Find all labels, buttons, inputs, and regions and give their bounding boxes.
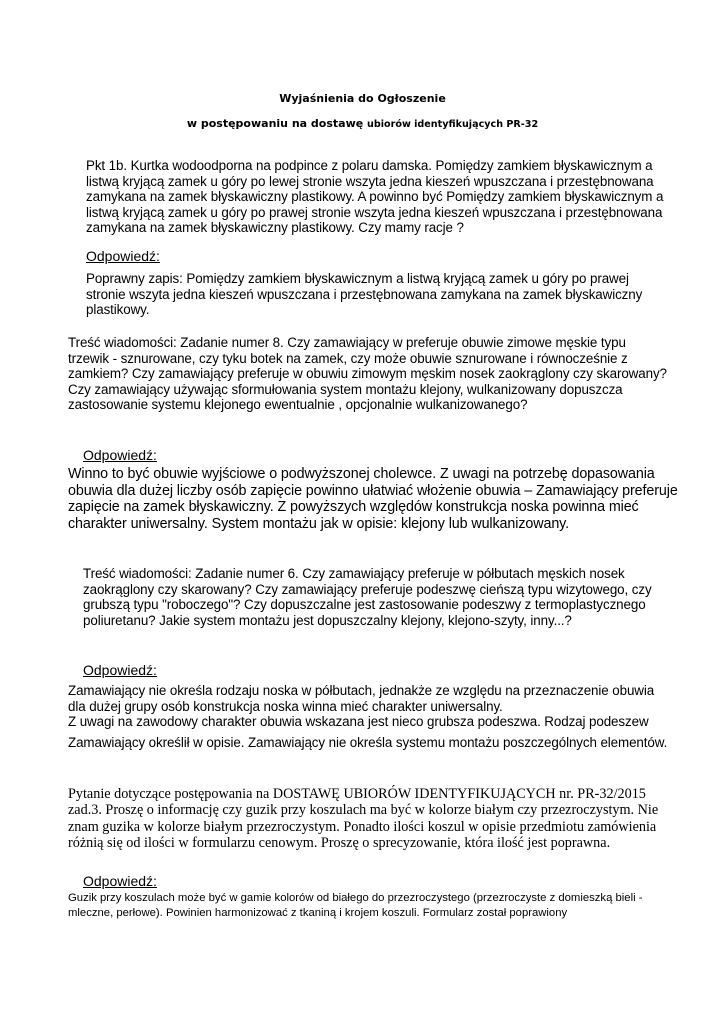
document-title: Wyjaśnienia do Ogłoszenie (279, 92, 446, 105)
question-3-answer-line1: Zamawiający nie określa rodzaju noska w półbutach, jednakże ze względu na przeznaczenie obuwia dla dużej grupy osób konstrukcja noska winna mieć charakter uniwersalny. (68, 683, 655, 714)
question-2-text: Treść wiadomości: Zadanie numer 8. Czy zamawiający w preferuje obuwie zimowe męskie typu trzewik - sznurowane, czy tyku botek na zamek, czy może obuwie sznurowane i równocześnie z zamkiem? Czy zamawiający preferuje w obuwiu zimowym męskim nosek zaokrąglony czy skarowany? Czy zamawiający używając sformułowania system montażu klejony, wulkanizowany dopuszcza zastosowanie systemu klejonego ewentualnie , opcjonalnie wulkanizowanego? (68, 335, 667, 413)
question-3-answer-label: Odpowiedź: (83, 662, 157, 678)
document-subtitle (0, 117, 725, 132)
question-2-answer-label: Odpowiedź: (83, 447, 157, 463)
question-1-text: Pkt 1b. Kurtka wodoodporna na podpince z polaru damska. Pomiędzy zamkiem błyskawicznym a listwą kryjącą zamek u góry po lewej stronie wszyta jedna kieszeń wpuszczana i przestębnowana zamykana na zamek błyskawiczny plastikowy. A powinno być Pomiędzy zamkiem błyskawicznym a listwą kryjącą zamek u góry po prawej stronie wszyta jedna kieszeń wpuszczana i przestębnowana zamykana na zamek błyskawiczny plastikowy. Czy mamy racje ? (86, 158, 664, 236)
subtitle-main: w postępowaniu na dostawę (186, 117, 364, 130)
question-3-answer-line2: Z uwagi na zawodowy charakter obuwia wskazana jest nieco grubsza podeszwa. Rodzaj podeszew (68, 714, 649, 729)
question-2-answer: Winno to być obuwie wyjściowe o podwyższonej cholewce. Z uwagi na potrzebę dopasowania obuwia dla dużej liczby osób zapięcie powinno ułatwiać włożenie obuwia – Zamawiający preferuje zapięcie na zamek błyskawiczny. Z powyższych względów konstrukcja noska powinna mieć charakter uniwersalny. System montażu jak w opisie: klejony lub wulkanizowany. (68, 466, 678, 533)
answer-1-prefix: Poprawny zapis: (86, 271, 183, 286)
question-4-answer-label: Odpowiedź: (83, 873, 157, 889)
subtitle-small: ubiorów identyfikujących PR-32 (367, 119, 539, 130)
question-3-text: Treść wiadomości: Zadanie numer 6. Czy zamawiający preferuje w półbutach męskich nosek zaokrąglony czy skarowany? Czy zamawiający preferuje podeszwę cieńszą typu wizytowego, czy grubszą typu "roboczego"? Czy dopuszczalne jest zastosowanie podeszwy z termoplastycznego poliuretanu? Jakie system montażu jest dopuszczalny klejony, klejono-szyty, inny...? (83, 566, 652, 628)
question-1-answer-label: Odpowiedź: (86, 248, 160, 264)
question-4-answer: Guzik przy koszulach może być w gamie kolorów od białego do przezroczystego (przezroczyste z domieszką bieli - mleczne, perłowe). Powinien harmonizować z tkaniną i krojem koszuli. Formularz został poprawiony (68, 892, 643, 919)
question-4-text: Pytanie dotyczące postępowania na DOSTAWĘ UBIORÓW IDENTYFIKUJĄCYCH nr. PR-32/2015 zad.3. Proszę o informację czy guzik przy koszulach ma być w kolorze białym czy przezroczystym. Nie znam guzika w kolorze białym przezroczystym. Ponadto ilości koszul w opisie przedmiotu zamówienia różnią się od ilości w formularzu cenowym. Proszę o sprecyzowanie, która ilość jest poprawna. (68, 786, 659, 852)
question-1-answer (86, 271, 666, 318)
question-3-answer-line3: Zamawiający określił w opisie. Zamawiający nie określa systemu montażu poszczególnych elementów. (68, 735, 668, 750)
answer-1-body: Pomiędzy zamkiem błyskawicznym a listwą kryjącą zamek u góry po prawej stronie wszyta jedna kieszeń wpuszczana i przestębnowana zamykana na zamek błyskawiczny plastikowy. (86, 271, 643, 318)
